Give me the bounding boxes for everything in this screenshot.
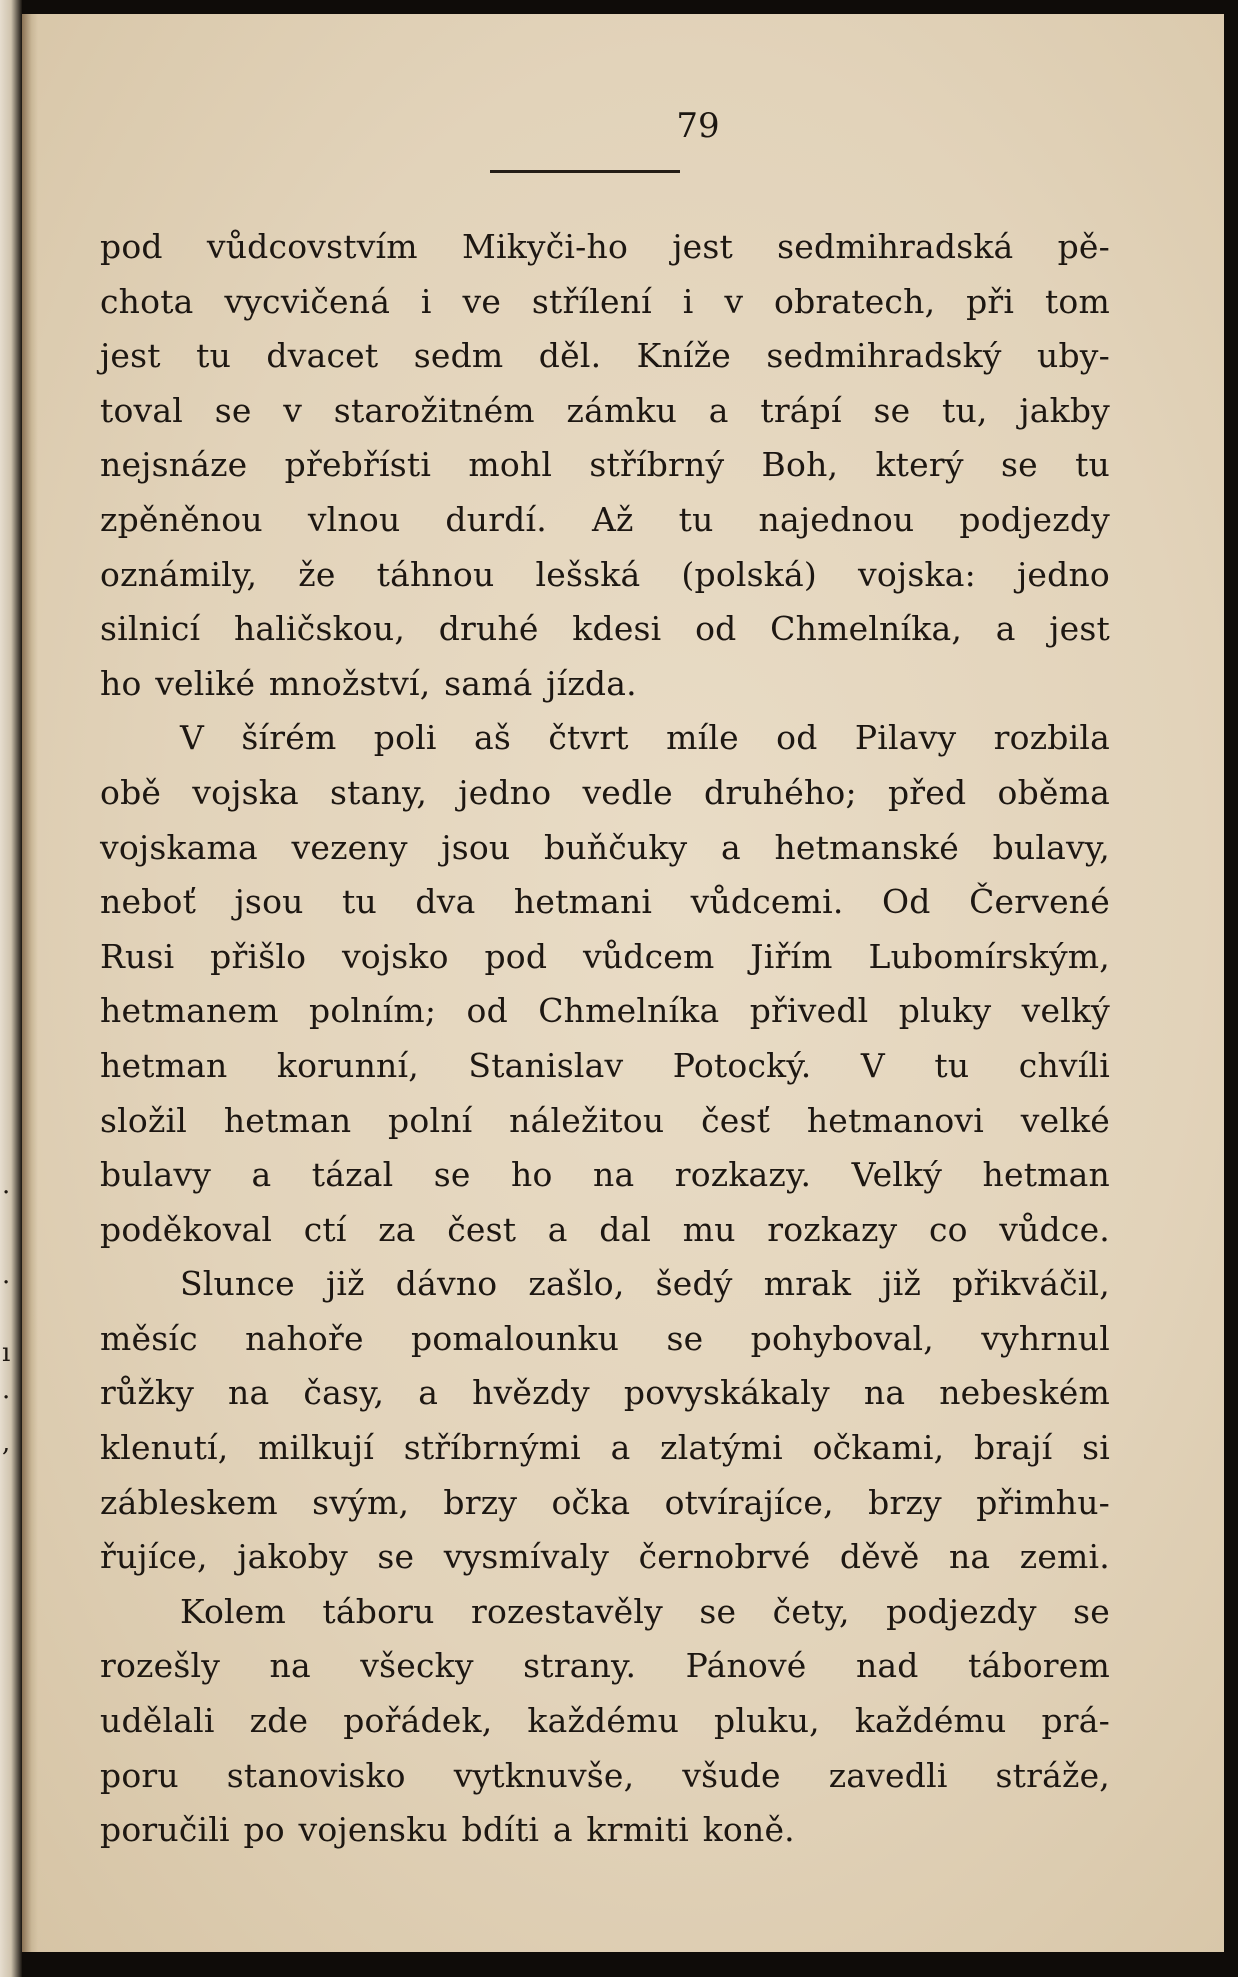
text-line: Slunce již dávno zašlo, šedý mrak již přikváčil, — [180, 1264, 1110, 1304]
text-line: hetmanem polním; od Chmelníka přivedl pluky velký — [100, 991, 1110, 1031]
text-line: poručili po vojensku bdíti a krmiti koně. — [100, 1810, 795, 1850]
text-line: složil hetman polní náležitou česť hetmanovi velké — [100, 1100, 1110, 1140]
edge-mark: , — [2, 1428, 11, 1458]
header-rule — [490, 170, 680, 173]
text-line: poděkoval ctí za čest a dal mu rozkazy co vůdce. — [100, 1209, 1110, 1249]
text-line: Rusi přišlo vojsko pod vůdcem Jiřím Lubomírským, — [100, 936, 1110, 976]
text-line: neboť jsou tu dva hetmani vůdcemi. Od Červené — [100, 882, 1110, 922]
body-text — [100, 220, 1110, 1858]
text-line: obě vojska stany, jedno vedle druhého; před oběma — [100, 772, 1110, 812]
text-line: vojskama vezeny jsou buňčuky a hetmanské bulavy, — [100, 827, 1110, 867]
text-line: pod vůdcovstvím Mikyči-ho jest sedmihradská pě- — [100, 227, 1110, 266]
text-line: řujíce, jakoby se vysmívaly černobrvé děvě na zemi. — [100, 1537, 1110, 1577]
text-line: nejsnáze přebřísti mohl stříbrný Boh, který se tu — [100, 445, 1110, 485]
text-line: zábleskem svým, brzy očka otvírajíce, brzy přimhu- — [100, 1482, 1110, 1522]
text-line: Kolem táboru rozestavěly se čety, podjezdy se — [180, 1591, 1110, 1631]
edge-mark: · — [2, 1178, 11, 1208]
edge-mark: · — [2, 1268, 11, 1298]
text-line: zpěněnou vlnou durdí. Až tu najednou podjezdy — [100, 499, 1110, 539]
page-gutter-shadow — [22, 14, 38, 1952]
text-line: hetman korunní, Stanislav Potocký. V tu chvíli — [100, 1045, 1110, 1085]
text-line: ho veliké množství, samá jízda. — [100, 663, 637, 703]
page-number: 79 — [676, 106, 720, 146]
facing-page-edge — [0, 0, 22, 1977]
text-line: růžky na časy, a hvězdy povyskákaly na nebeském — [100, 1373, 1110, 1413]
text-line: rozešly na všecky strany. Pánové nad táborem — [100, 1646, 1110, 1686]
text-line: udělali zde pořádek, každému pluku, každému prá- — [100, 1701, 1110, 1741]
text-line: jest tu dvacet sedm děl. Kníže sedmihradský uby- — [100, 336, 1110, 376]
text-line: V šírém poli aš čtvrt míle od Pilavy rozbila — [180, 718, 1110, 758]
text-line: chota vycvičená i ve střílení i v obratech, při tom — [100, 281, 1110, 321]
edge-mark: ı — [2, 1338, 11, 1368]
text-line: oznámily, že táhnou lešská (polská) vojska: jedno — [100, 554, 1110, 594]
text-line: měsíc nahoře pomalounku se pohyboval, vyhrnul — [100, 1318, 1110, 1358]
text-line: toval se v starožitném zámku a trápí se tu, jakby — [100, 390, 1110, 430]
text-line: klenutí, milkují stříbrnými a zlatými očkami, brají si — [100, 1428, 1110, 1468]
edge-mark: · — [2, 1383, 11, 1413]
text-line: silnicí haličskou, druhé kdesi od Chmelníka, a jest — [100, 609, 1110, 649]
text-line: bulavy a tázal se ho na rozkazy. Velký hetman — [100, 1155, 1110, 1195]
paper-page — [22, 14, 1224, 1952]
text-line: poru stanovisko vytknuvše, všude zavedli stráže, — [100, 1755, 1110, 1795]
